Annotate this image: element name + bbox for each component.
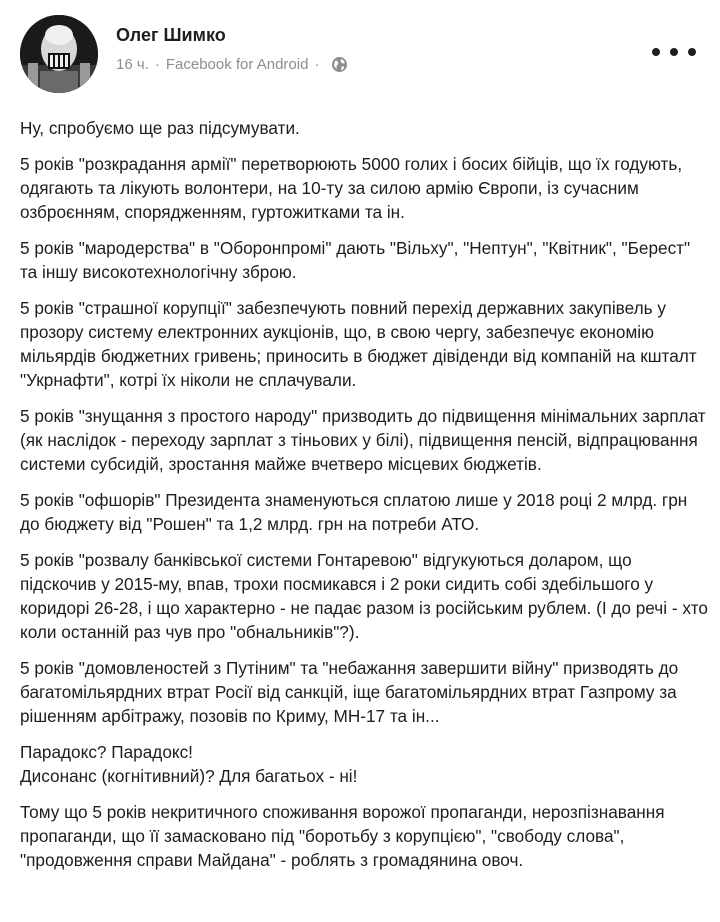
post-meta <box>116 56 348 73</box>
post-paragraph: Парадокс? Парадокс! Дисонанс (когнітивний)? Для багатьох - ні! <box>20 742 358 786</box>
avatar-image <box>20 15 98 93</box>
post-paragraph: 5 років "офшорів" Президента знаменуються сплатою лише у 2018 році 2 млрд. грн до бюджету від "Рошен" та 1,2 млрд. грн на потреби АТО. <box>20 490 688 534</box>
post-body <box>20 116 710 884</box>
post-paragraph: 5 років "страшної корупції" забезпечують повний перехід державних закупівель у прозору систему електронних аукціонів, що, в свою чергу, забезпечує економію мільярдів бюджетних гривень; приносить в бюджет дівіденди від компаній на кшталт "Укрнафти", котрі їх ніколи не сплачували. <box>20 298 697 390</box>
more-dots-icon <box>688 48 696 56</box>
post-paragraph: Тому що 5 років некритичного споживання ворожої пропаганди, нерозпізнавання пропаганди, що її замасковано під "боротьбу з корупцією", "свободу слова", "продовження справи Майдана" - роблять з громадянина овоч. <box>20 802 665 870</box>
meta-separator-2: · <box>314 56 320 73</box>
more-dots-icon <box>652 48 660 56</box>
author-name[interactable]: Олег Шимко <box>116 25 226 45</box>
more-dots-icon <box>670 48 678 56</box>
post-paragraph: 5 років "знущання з простого народу" призводить до підвищення мінімальних зарплат (як наслідок - переходу зарплат з тіньових у білі), підвищення пенсій, відпрацювання системи субсидій, зростання майже вчетверо місцевих бюджетів. <box>20 406 706 474</box>
meta-separator: · <box>154 56 160 73</box>
globe-icon <box>331 56 348 73</box>
more-options-button[interactable] <box>652 40 696 64</box>
post-paragraph: 5 років "розвалу банківської системи Гонтаревою" відгукуються доларом, що підскочив у 2015-му, впав, трохи посмикався і 2 роки сидить собі здебільшого у коридорі 26-28, і що характерно - не падає разом із російським рублем. (І до речі - хто коли останній раз чув про "обнальників"?). <box>20 550 708 642</box>
post-paragraph: 5 років "домовленостей з Путіним" та "небажання завершити війну" призводять до багатомільярдних втрат Росії від санкцій, іще багатомільярдних втрат Газпрому за рішенням арбітражу, позовів по Криму, МН-17 та ін... <box>20 658 679 726</box>
post-paragraph: Ну, спробуємо ще раз підсумувати. <box>20 118 300 138</box>
post-time[interactable]: 16 ч. <box>116 56 149 73</box>
post-paragraph: 5 років "розкрадання армії" перетворюють 5000 голих і босих бійців, що їх годують, одягають та лікують волонтери, на 10-ту за силою армію Європи, із сучасним озброєнням, спорядженням, гуртожитками та ін. <box>20 154 683 222</box>
post-source: Facebook for Android <box>165 56 309 73</box>
post-paragraph: 5 років "мародерства" в "Оборонпромі" дають "Вільху", "Нептун", "Квітник", "Берест" та іншу високотехнологічну зброю. <box>20 238 691 282</box>
post-header <box>0 0 720 100</box>
avatar[interactable] <box>20 15 98 93</box>
